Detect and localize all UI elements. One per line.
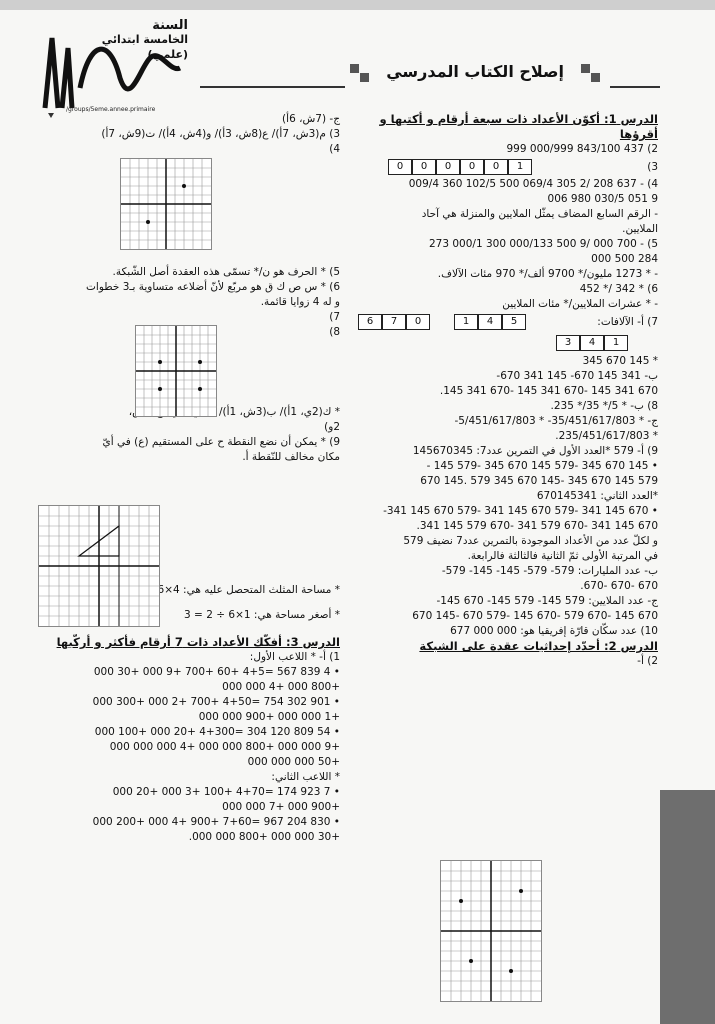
text-line: 670 145 -670 579 -670 145 -579 670 -145 670: [412, 610, 658, 622]
logo-line-3: (علمي): [147, 48, 188, 61]
digit-box: 1: [604, 335, 628, 351]
digit-box: 0: [484, 159, 508, 175]
right-column: [358, 112, 658, 669]
text-line: • 7 923 174 =4+70 +100 +3 000 +20 000: [112, 786, 340, 798]
digit-box: 4: [580, 335, 604, 351]
text-line: 7): [329, 311, 340, 323]
text-line: 284 500 000: [591, 253, 658, 265]
digit-box: 0: [412, 159, 436, 175]
digit-box: 4: [478, 314, 502, 330]
square-bullet-icon: [350, 64, 359, 73]
text-line: 670 145 341 -670 579 341 -670 579 145 341.: [416, 520, 658, 532]
square-bullet-icon: [581, 64, 590, 73]
square-bullet-icon: [360, 73, 369, 82]
digit-box: 5: [502, 314, 526, 330]
digit-box: 3: [556, 335, 580, 351]
text-line: • 670 145 341 -579 670 145 341 -579 670 145 341-: [383, 505, 658, 517]
text-line: 2) 437 843/100 000/999 999: [506, 143, 658, 155]
text-line: +900 000 +7 000 000: [222, 801, 340, 813]
text-line: 2) أ-: [637, 655, 658, 667]
text-line: 8): [329, 326, 340, 338]
text-line: +800 000 +4 000 000: [222, 681, 340, 693]
text-line: *العدد الثاني: 670145341: [536, 490, 658, 502]
text-line: 5) - 700 000 /9 500 000/133 300 000/1 273: [428, 238, 658, 250]
coordinate-grid-lesson2: [440, 860, 542, 1002]
text-line: - * عشرات الملايين/* مئات الملايين: [502, 298, 658, 310]
text-line: 9 051 030/5 980 006: [547, 193, 658, 205]
text-line: 579 145 670 345 -145 670 345 579 .145 670: [420, 475, 658, 487]
text-line: • 901 302 754 =4+50 +700 +2 000 +300 000: [92, 696, 340, 708]
text-line: 4) - 637 208 /2 305 069/4 500 102/5 360 009/4: [408, 178, 658, 190]
digit-box: 0: [388, 159, 412, 175]
text-line: - الرقم السابع المضاف يمثّل الملايين والمنزلة هي آحاد: [421, 208, 658, 220]
text-line: ج- (7ش، 6أ): [282, 113, 340, 125]
title-bar: [350, 62, 602, 84]
text-line: ج- عدد الملايين: 579 145- 579 145- 670 145-: [436, 595, 658, 607]
text-line: 6) * 342 /* 452: [579, 283, 658, 295]
logo: [40, 18, 190, 118]
page-title: إصلاح الكتاب المدرسي: [386, 62, 564, 81]
text-line: ج- * 35/451/617/803- * 5/451/617/803-: [454, 415, 658, 427]
text-line: +9 000 000 +800 000 000 +4 000 000 000: [109, 741, 340, 753]
text-line: * 235/451/617/803.: [555, 430, 658, 442]
digit-box: 0: [460, 159, 484, 175]
digit-box: 0: [406, 314, 430, 330]
text-line: • 4 839 567 =4+5 +60 +700 +9 000 +30 000: [93, 666, 340, 678]
digit-box: 7: [382, 314, 406, 330]
text-line: • 54 809 120 304 =4+300 +20 000 +100 000: [94, 726, 340, 738]
logo-link: /groups/5eme.annee.primaire: [66, 106, 156, 113]
text-line: * مساحة المثلث المتحصل عليه هي: 4×6 ÷ 2 = 12: [106, 584, 340, 596]
text-line: 9) أ- 579 *العدد الأول في التمرين عدد7: 145670345: [412, 445, 658, 457]
digit-box: 0: [436, 159, 460, 175]
text-line: 7) أ- الآلافات:: [597, 315, 658, 328]
text-line: و له 4 زوايا قائمة.: [260, 296, 340, 308]
text-line: ب- عدد المليارات: 579- 579- 145- 145- 579-: [441, 565, 658, 577]
lesson2-title: الدرس 2: أحدّد إحداثيات عقدة على الشبكة: [419, 639, 658, 653]
boxes-row-7a: [358, 314, 526, 330]
coordinate-grid-exercise8: [135, 325, 217, 417]
text-line: مكان مخالف للنّقطة أ.: [242, 451, 340, 463]
lesson3-title: الدرس 3: أفكّك الأعداد ذات 7 أرقام فأكثر و أركّبها: [56, 635, 340, 649]
coordinate-grid-exercise9: [38, 505, 160, 627]
text-line: 670 341 145 -670 341 145 -670 341 145.: [439, 385, 658, 397]
coordinate-grid-exercise4: [120, 158, 212, 250]
digit-box-gap: [430, 314, 454, 330]
text-line: +50 000 000 000: [247, 756, 340, 768]
text-line: 2و): [324, 421, 340, 433]
lesson1-title: الدرس 1: أكوّن الأعداد ذات سبعة أرقام و أكتبها و أقرؤها: [379, 112, 658, 141]
top-scan-edge: [0, 0, 715, 10]
text-line: 10) عدد سكّان قارّة إفريقيا هو: 000 000 677: [450, 625, 658, 637]
digit-box: 1: [508, 159, 532, 175]
text-line: * 145 670 345: [582, 355, 658, 367]
text-line: +1 000 000 +900 000 000: [198, 711, 340, 723]
text-line: و لكلّ عدد من الأعداد الموجودة بالتمرين عدد7 نضيف 579: [403, 535, 658, 547]
digit-box: 1: [454, 314, 478, 330]
text-line: 3): [647, 160, 658, 173]
text-line: 670 -670 -670.: [580, 580, 658, 592]
text-line: في المرتبة الأولى ثمّ الثانية فالثالثة فالرابعة.: [467, 550, 658, 562]
text-line: - * 1273 مليون/* 9700 ألف/* 970 مئات الآلاف.: [437, 268, 658, 280]
text-line: * أصغر مساحة هي: 1×6 ÷ 2 = 3: [184, 609, 340, 621]
text-line: * ك(2ي، 1أ)/ ب(3ش، 1أ)/ د(2ي، 2و)/ ج(3ش،: [128, 406, 340, 418]
text-line: • 145 670 345 -579 145 670 345 -579 145 -: [426, 460, 658, 472]
header-rule: [610, 86, 660, 88]
logo-line-1: السنة: [152, 18, 188, 33]
text-line: الملايين.: [622, 223, 658, 235]
text-line: 4): [329, 143, 340, 155]
logo-line-2: الخامسة ابتدائي: [101, 33, 188, 46]
text-line: 1) أ- * اللاعب الأول:: [249, 651, 340, 663]
header-rule: [200, 86, 345, 88]
text-line: * اللاعب الثاني:: [271, 771, 340, 783]
text-line: 6) * س ص ك ق هو مربّع لأنّ أضلاعه متساوية بـ3 خطوات: [86, 281, 340, 293]
square-bullet-icon: [591, 73, 600, 82]
text-line: +30 000 000 +800 000 000.: [188, 831, 340, 843]
text-line: 8) ب- * 5/* 35/* 235.: [550, 400, 658, 412]
text-line: 9) * يمكن أن نضع النقطة ح على المستقيم (ع) في أيّ: [102, 436, 340, 448]
text-line: 3) م(3ش، 7أ)/ ع(8ش، 3أ)/ و(4ش، 4أ)/ ت(9ش، 7أ): [101, 128, 340, 140]
text-line: ب- 341 145 670- 145 341 670-: [496, 370, 658, 382]
boxes-row-3: [388, 159, 532, 175]
text-line: 5) * الحرف هو ن/* تسمّى هذه العقدة أصل الشّبكة.: [112, 266, 340, 278]
boxes-row-7b: [556, 335, 628, 351]
page-edge-shadow: [660, 790, 715, 1024]
digit-box: 6: [358, 314, 382, 330]
text-line: • 830 204 967 =7+60 +900 +4 000 +200 000: [92, 816, 340, 828]
